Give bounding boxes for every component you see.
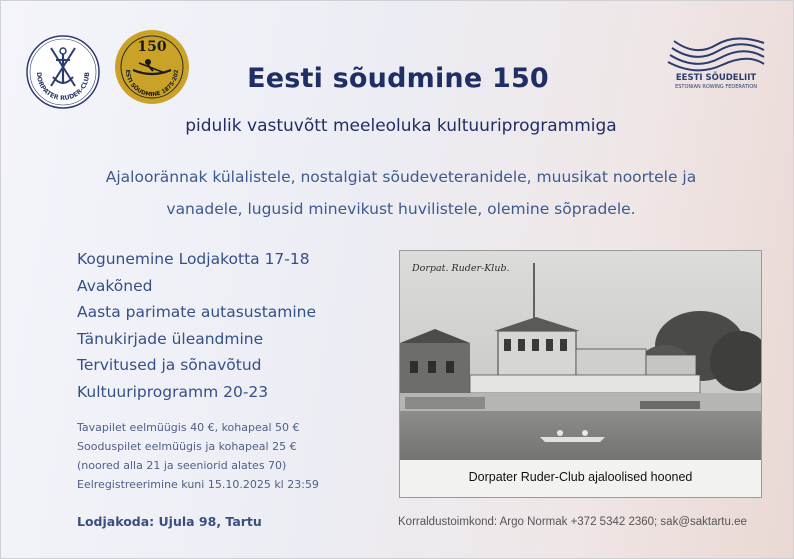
program-list <box>77 246 397 405</box>
program-item: Aasta parimate autasustamine <box>77 303 317 321</box>
ticket-line: Eelregistreerimine kuni 15.10.2025 kl 23:59 <box>77 478 319 491</box>
photo-caption: Dorpater Ruder-Club ajaloolised hooned <box>468 470 693 484</box>
program-item: Kogunemine Lodjakotta 17-18 <box>77 250 310 268</box>
ticket-line: (noored alla 21 ja seeniorid alates 70) <box>77 459 287 472</box>
program-item: Tervitused ja sõnavõtud <box>77 356 262 374</box>
page-subtitle: pidulik vastuvõtt meeleoluka kultuuriprogrammiga <box>185 116 617 136</box>
program-item: Avakõned <box>77 276 153 295</box>
ticket-info <box>77 418 387 494</box>
intro-text <box>71 161 731 225</box>
program-item: Kultuuriprogramm 20-23 <box>77 382 269 401</box>
venue-address: Lodjakoda: Ujula 98, Tartu <box>77 514 262 529</box>
federation-name: EESTI SÕUDELIIT <box>675 73 757 83</box>
jubilee-ring-text: ESTI SÕUDMINE 1875-202 <box>123 69 181 99</box>
page-title: Eesti sõudmine 150 <box>247 63 549 94</box>
photo-handwriting: Dorpat. Ruder-Klub. <box>412 263 510 274</box>
ticket-line: Tavapilet eelmüügis 40 €, kohapeal 50 € <box>77 421 300 434</box>
ticket-line: Sooduspilet eelmüügis ja kohapeal 25 € <box>77 440 297 453</box>
drc-logo-text: DORPATER RUDER-CLUB <box>34 71 92 103</box>
intro-line: Ajaloorännak külalistele, nostalgiat sõudeveteranidele, muusikat noortele ja <box>105 168 697 186</box>
federation-name-en: ESTONIAN ROWING FEDERATION <box>675 84 757 90</box>
intro-line: vanadele, lugusid minevikust huvilistele, olemine sõpradele. <box>166 200 636 218</box>
program-item: Tänukirjade üleandmine <box>77 329 264 348</box>
historic-photo <box>400 251 761 497</box>
clubhouse-illustration <box>400 251 761 497</box>
contact-info: Korraldustoimkond: Argo Normak +372 5342 2360; sak@saktartu.ee <box>398 516 747 528</box>
jubilee-number: 150 <box>137 39 167 55</box>
